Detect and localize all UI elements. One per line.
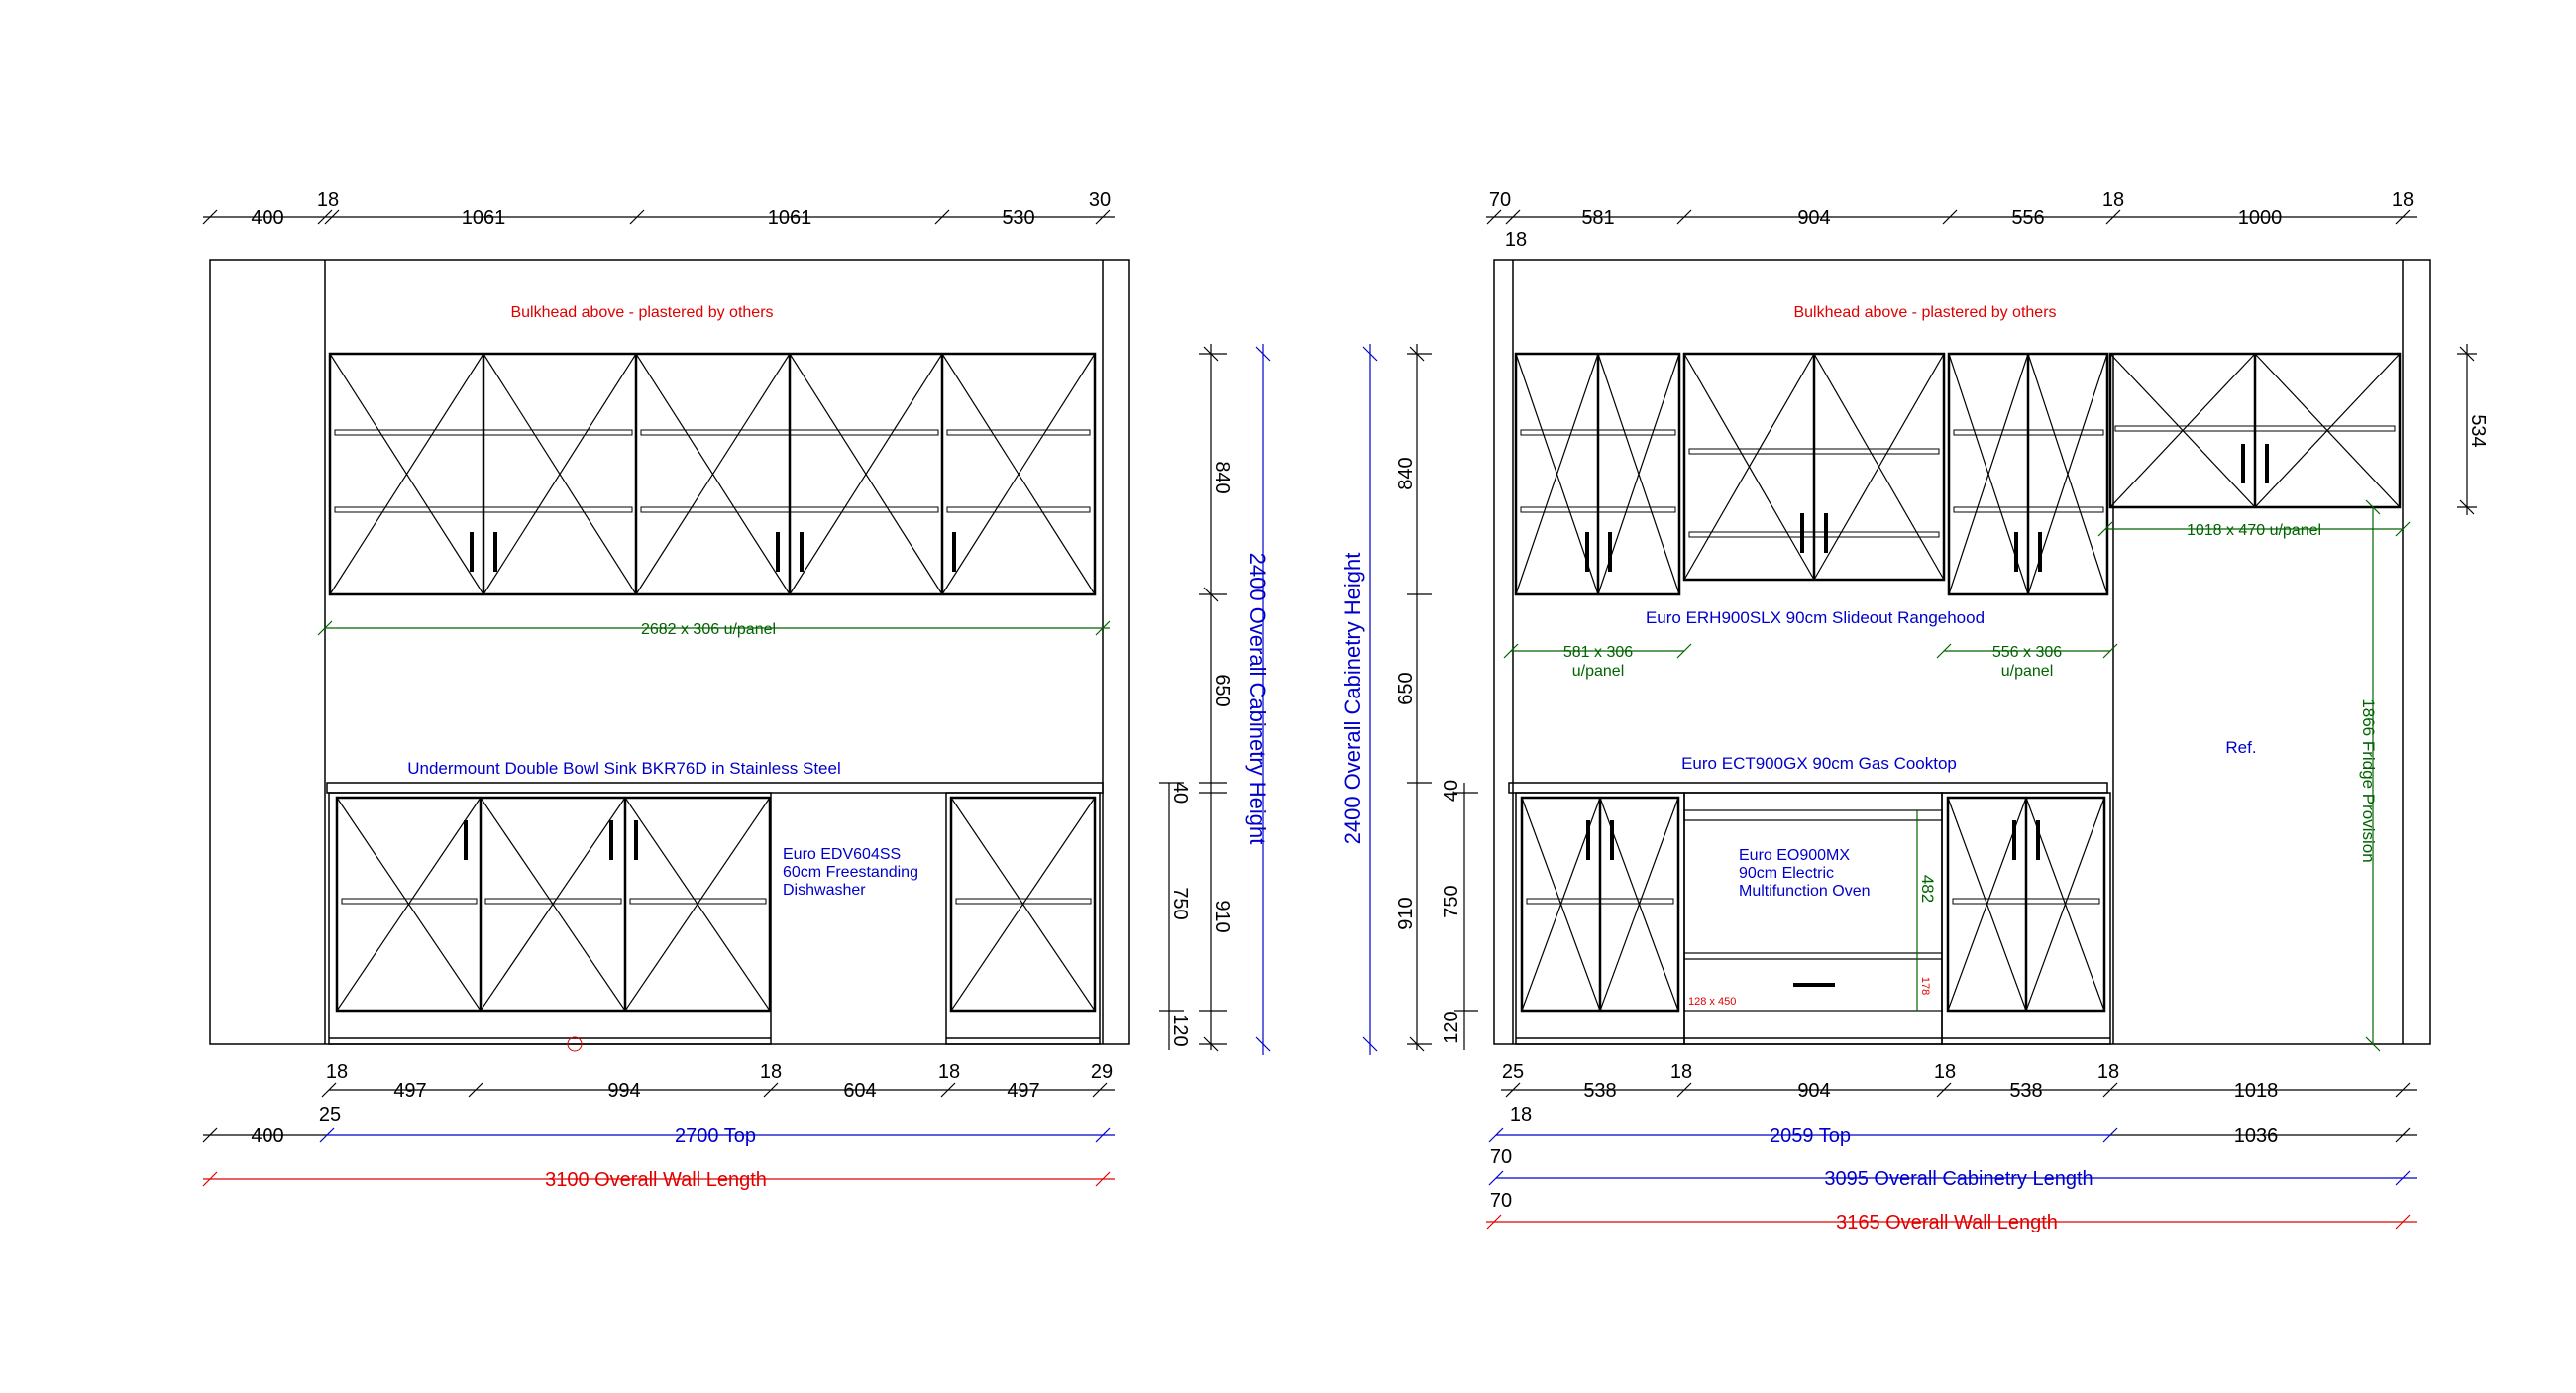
left-cabinetry-height: 2400 Overall Cabinetry Height — [1245, 552, 1270, 845]
panel-581-line-1: 581 x 306 — [1562, 644, 1634, 661]
right-vdim-910: 910 — [1395, 897, 1417, 930]
right-vdim-650: 650 — [1395, 672, 1417, 705]
right-top-dim-7: 18 — [2391, 189, 2415, 211]
left-top-dim-0: 400 — [251, 207, 284, 229]
oven-dim-482: 482 — [1918, 874, 1937, 904]
left-bottom-dim-3: 18 — [759, 1061, 783, 1083]
left-top-dim-3: 1061 — [767, 207, 812, 229]
dishwasher-line-1: Euro EDV604SS — [783, 846, 902, 863]
right-top-dim-5: 18 — [2101, 189, 2125, 211]
right-bulkhead-note: Bulkhead above - plastered by others — [1793, 304, 2057, 321]
right-top-dim-3: 904 — [1797, 207, 1831, 229]
left-vdim-750: 750 — [1169, 887, 1191, 920]
left-vdim-120: 120 — [1169, 1014, 1191, 1047]
panel-1018-note: 1018 x 470 u/panel — [2186, 522, 2322, 539]
left-bottom-dim-5: 18 — [937, 1061, 961, 1083]
right-vertical-dims — [1407, 344, 1478, 1051]
left-top-dim-1: 18 — [316, 189, 340, 211]
right-cabinetry-length: 3095 Overall Cabinetry Length — [1824, 1168, 2093, 1190]
left-vdim-910: 910 — [1211, 900, 1233, 933]
right-top-dim-0: 70 — [1488, 189, 1512, 211]
left-vdim-650: 650 — [1211, 674, 1233, 707]
left-upper-door-swings — [330, 354, 1095, 594]
right-vdim-40: 40 — [1441, 779, 1462, 803]
right-benchtop — [1509, 783, 2107, 793]
right-top-length: 2059 Top — [1770, 1125, 1851, 1147]
oven-dim-178: 178 — [1919, 976, 1931, 996]
right-wall-length: 3165 Overall Wall Length — [1836, 1212, 2058, 1233]
left-row2-dim-0: 400 — [251, 1125, 284, 1147]
oven — [1684, 810, 1942, 1011]
cooktop-note: Euro ECT900GX 90cm Gas Cooktop — [1681, 754, 1957, 773]
right-row2-dim-0: 18 — [1509, 1104, 1533, 1125]
right-vdim-840: 840 — [1395, 457, 1417, 490]
right-top-dim-1: 18 — [1504, 229, 1528, 251]
right-bottom-dim-1: 538 — [1583, 1080, 1617, 1102]
left-top-dim-5: 30 — [1088, 189, 1112, 211]
oven-line-1: Euro EO900MX — [1739, 847, 1851, 864]
right-bottom-dim-5: 538 — [2009, 1080, 2043, 1102]
sink-note: Undermount Double Bowl Sink BKR76D in Stainless Steel — [407, 759, 841, 778]
left-vdim-840: 840 — [1211, 461, 1233, 494]
left-top-dim-4: 530 — [1002, 207, 1035, 229]
right-bottom-dim-4: 18 — [1933, 1061, 1957, 1083]
right-cabinetry-height: 2400 Overall Cabinetry Height — [1341, 552, 1365, 845]
right-top-dim-2: 581 — [1581, 207, 1615, 229]
left-bulkhead-note: Bulkhead above - plastered by others — [510, 304, 774, 321]
oven-line-3: Multifunction Oven — [1739, 883, 1871, 900]
oven-dim-128x450: 128 x 450 — [1688, 996, 1737, 1008]
right-bottom-dim-3: 904 — [1797, 1080, 1831, 1102]
left-top-dim-line — [203, 210, 1115, 224]
ref-label: Ref. — [2225, 738, 2257, 757]
right-vdim-750: 750 — [1441, 885, 1462, 918]
left-wall-outline — [210, 260, 1129, 1044]
panel-581-line-2: u/panel — [1571, 663, 1625, 680]
left-bottom-dim-2: 994 — [607, 1080, 641, 1102]
left-wall-length: 3100 Overall Wall Length — [545, 1169, 767, 1191]
right-bottom-dim-6: 18 — [2096, 1061, 2120, 1083]
left-upper-shelves — [335, 430, 1090, 512]
panel-556-line-1: 556 x 306 — [1991, 644, 2063, 661]
right-wall-offset: 70 — [1489, 1190, 1513, 1212]
left-benchtop — [327, 783, 1103, 793]
left-top-dim-2: 1061 — [461, 207, 506, 229]
right-bottom-dim-2: 18 — [1669, 1061, 1693, 1083]
dishwasher-line-3: Dishwasher — [783, 882, 866, 899]
right-wall-outline — [1494, 260, 2430, 1044]
right-bottom-dim-7: 1018 — [2233, 1080, 2279, 1102]
left-vdim-40: 40 — [1169, 781, 1191, 804]
right-cab-len-offset: 70 — [1489, 1146, 1513, 1168]
left-upper-panel-note: 2682 x 306 u/panel — [640, 621, 777, 638]
left-row2-dim-1: 25 — [318, 1104, 342, 1125]
left-upper-handles — [472, 532, 954, 572]
left-top-length: 2700 Top — [675, 1125, 756, 1147]
right-top-dim-6: 1000 — [2237, 207, 2283, 229]
left-bottom-dim-4: 604 — [843, 1080, 877, 1102]
left-bottom-dim-7: 29 — [1090, 1061, 1114, 1083]
dishwasher-line-2: 60cm Freestanding — [783, 864, 918, 881]
left-bottom-dim-0: 18 — [325, 1061, 349, 1083]
right-row2-dim-2: 1036 — [2233, 1125, 2279, 1147]
left-bottom-dim-6: 497 — [1007, 1080, 1040, 1102]
right-bottom-dim-0: 25 — [1501, 1061, 1525, 1083]
rangehood-note: Euro ERH900SLX 90cm Slideout Rangehood — [1645, 608, 1986, 627]
fridge-provision: 1866 Fridge Provision — [2359, 698, 2378, 863]
right-vdim-534: 534 — [2467, 414, 2489, 448]
panel-556-line-2: u/panel — [2000, 663, 2054, 680]
left-base-handles — [466, 820, 636, 860]
oven-line-2: 90cm Electric — [1739, 865, 1835, 882]
right-vdim-120: 120 — [1441, 1011, 1462, 1044]
right-top-dim-4: 556 — [2011, 207, 2045, 229]
left-bottom-dim-1: 497 — [393, 1080, 427, 1102]
